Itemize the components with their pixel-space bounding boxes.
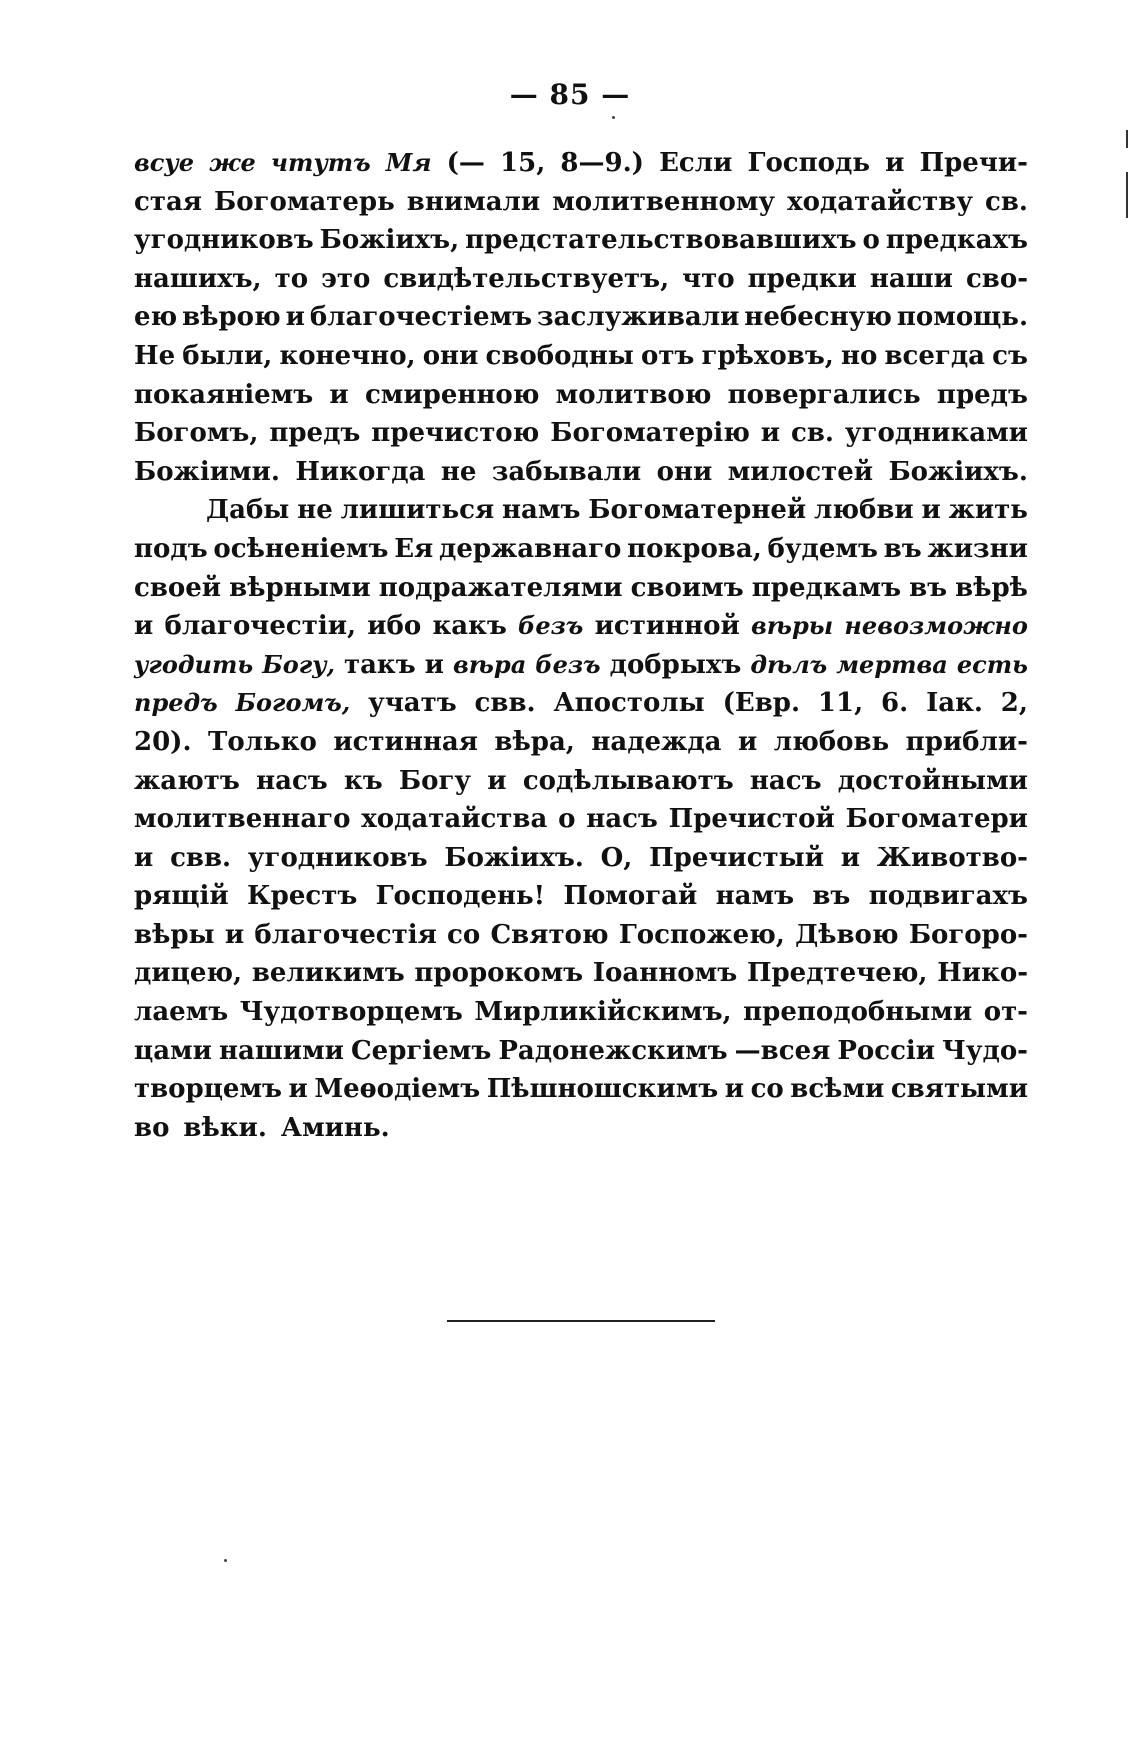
word: заслуживали [537,302,740,333]
word: не [297,495,333,526]
word: учатъ [368,688,457,719]
word: своимъ [630,572,744,603]
word: Апостолы [553,688,705,719]
word: и [487,765,507,796]
word: 2, [1000,688,1028,719]
word: и [424,649,444,680]
word: милостей [727,456,874,487]
word: добрыхъ [609,649,742,680]
word: лишиться [340,495,495,526]
word: и [329,379,349,410]
word: вѣры [751,611,834,641]
word: Меѳодіемъ [314,1074,481,1105]
word: вѣра, [494,726,575,757]
word: угодниковъ [134,225,314,256]
word: творцемъ [134,1074,282,1105]
word: ходатайства [361,804,548,835]
word: жаютъ [134,765,240,796]
word: Дабы [206,495,290,526]
word: дѣлъ [750,649,828,679]
text-line [134,800,1028,839]
word: ходатайству [787,186,974,217]
word: осѣненіемъ [213,533,389,564]
word: державнаго [439,533,622,564]
word: Не [134,340,176,371]
word: со [447,919,481,950]
word: что [682,263,735,294]
word: свв. [474,688,536,719]
word: своей [134,572,222,603]
word: отъ [640,340,695,371]
word: внимали [406,186,541,217]
word: Радонежскимъ [498,1035,728,1066]
word: Помогай [563,881,698,912]
page-number: — 85 — [509,78,631,111]
word: Животво- [876,842,1028,873]
margin-scan-mark [1126,172,1128,218]
word: благочестіи, [164,611,357,642]
word: —всея [734,1035,831,1066]
word: о [558,804,576,835]
word: Богоро- [908,919,1028,950]
word: Пречистый [649,842,824,873]
text-line [134,183,1028,222]
word: забывали [491,456,642,487]
word: Богоматерь [214,186,395,217]
word: вѣки. [183,1112,267,1143]
word: Богу, [262,649,335,679]
word: О, [600,842,633,873]
word: Мя [385,148,432,177]
word: Пречистой [668,804,835,835]
word: всѣми [790,1074,885,1105]
word: прибли- [905,726,1028,757]
word: Госпожею, [618,919,785,950]
word: сво- [965,263,1028,294]
word: Богоматерію [550,418,750,449]
word: помощь. [896,302,1028,333]
word: предъ [134,688,218,718]
word: и [724,1074,745,1105]
word: Ея [394,533,434,564]
word: вѣрѣ [955,572,1028,603]
text-line [134,684,1028,723]
word: и [224,919,245,950]
word: и [921,495,941,526]
word: Іак. [926,688,983,719]
word: рящій [134,881,229,912]
word: мертва [836,649,948,679]
word: святыми [890,1074,1028,1105]
word: всегда [884,340,985,371]
word: предъ [269,418,361,449]
word: грѣховъ, [701,340,834,371]
word: Іоанномъ [592,958,738,989]
word: въ [812,881,851,912]
word: дицею, [134,958,243,989]
word: св. [985,186,1028,217]
word: конечно, [279,340,416,371]
word: Предтечею, [746,958,928,989]
word: наши [869,263,953,294]
text-line [134,376,1028,415]
word: подражателями [378,572,623,603]
word: Мирликійскимъ, [474,997,732,1028]
word: угодить [134,649,254,679]
word: Россіи [837,1035,936,1066]
word: и [738,726,758,757]
body-text [134,144,1028,1147]
word: повергались [727,379,921,410]
word: но [840,340,878,371]
word: Чудотворцемъ [239,997,463,1028]
word: любви [814,495,914,526]
word: свв. [170,842,232,873]
text-line [134,1032,1028,1071]
word: молитвенному [552,186,776,217]
text-line [134,877,1028,916]
word: стая [134,186,202,217]
word: и [288,1074,308,1105]
word: преподобными [743,997,973,1028]
word: такъ [343,649,416,680]
word: Аминь. [280,1112,390,1143]
word: цами [134,1035,212,1066]
word: и [134,842,154,873]
word: подвигахъ [868,881,1028,912]
word: Святою [490,919,609,950]
word: покрова, [627,533,762,564]
word: от- [983,997,1028,1028]
word: Богу [398,765,472,796]
word: Божіими. [134,456,280,487]
word: безъ [535,649,601,679]
word: Никогда [295,456,426,487]
word: предкахъ [885,225,1028,256]
word: великимъ [251,958,405,989]
word: достойными [837,765,1028,796]
word: угодниками [844,418,1028,449]
word: Нико- [937,958,1028,989]
word: они [656,456,713,487]
text-line [134,762,1028,801]
word: намъ [715,881,795,912]
word: ею [134,302,178,333]
word: безъ [518,611,584,641]
word: (Евр. [722,688,800,719]
word: 15, [500,148,546,178]
text-line [134,221,1028,260]
word: Господь [747,148,870,178]
word: предъ [936,379,1028,410]
word: есть [956,649,1028,679]
word: молитвеннаго [134,804,351,835]
word: смиренною [364,379,540,410]
scan-speck [224,1559,227,1562]
word: Божіихъ. [444,842,584,873]
scan-speck [612,116,615,119]
word: и [760,418,781,449]
word: Божіихъ, [319,225,460,256]
word: со [750,1074,784,1105]
word: въ [909,572,948,603]
word: о [862,225,880,256]
word: ибо [367,611,422,642]
word: не [440,456,477,487]
word: благочестіемъ [309,302,533,333]
word: Богомъ, [235,688,351,718]
word: лаемъ [134,997,229,1028]
word: невозможно [844,611,1028,641]
word: молитвою [555,379,712,410]
word: свободны [485,340,634,371]
word: чтутъ [270,148,371,177]
word: надежда [591,726,722,757]
text-line [134,1070,1028,1109]
text-line [134,530,1028,569]
word: въ [883,533,922,564]
word: это [321,263,371,294]
word: небесную [744,302,892,333]
word: Только [208,726,317,757]
word: подъ [134,533,208,564]
text-line [134,298,1028,337]
end-separator-rule [447,1320,715,1322]
text-line [134,144,1028,183]
text-line [134,993,1028,1032]
word: во [134,1112,170,1143]
word: угодниковъ [247,842,428,873]
text-line [134,453,1028,492]
word: жить [948,495,1028,526]
word: 8—9.) [560,148,644,178]
word: какъ [432,611,507,642]
word: насъ [256,765,328,796]
word: были, [182,340,273,371]
word: Богомъ, [134,418,259,449]
text-line [134,414,1028,453]
word: покаяніемъ [134,379,314,410]
word: и [885,148,905,178]
word: истинной [594,611,740,642]
word: Господень! [375,881,546,912]
word: и [840,842,861,873]
word: съ [992,340,1028,371]
word: пророкомъ [414,958,584,989]
word: Богоматерней [588,495,807,526]
word: свидѣтельствуетъ, [383,263,670,294]
word: нашими [218,1035,344,1066]
word: Богоматери [845,804,1028,835]
word: то [274,263,309,294]
text-line [134,723,1028,762]
word: любовь [773,726,890,757]
text-line [134,916,1028,955]
text-line [134,1109,1028,1148]
word: предки [747,263,857,294]
text-line [134,646,1028,685]
word: и [134,611,154,642]
word: предстательствовавшихъ [465,225,857,256]
word: и [285,302,305,333]
word: намъ [502,495,581,526]
word: 11, [817,688,864,719]
text-line [134,954,1028,993]
word: нашихъ, [134,263,262,294]
text-line [134,839,1028,878]
text-line [134,337,1028,376]
word: всуе [134,148,194,177]
text-line [134,491,1028,530]
word: будемъ [767,533,878,564]
word: Крестъ [247,881,358,912]
word: Сергіемъ [350,1035,492,1066]
word: насъ [586,804,658,835]
word: предкамъ [751,572,902,603]
word: 6. [881,688,909,719]
word: насъ [749,765,822,796]
word: жизни [927,533,1028,564]
word: 20). [134,726,192,757]
text-line [134,260,1028,299]
word: св. [791,418,834,449]
word: вѣрными [229,572,371,603]
word: (— [446,148,485,178]
word: къ [343,765,383,796]
word: вѣра [452,649,527,679]
word: они [422,340,479,371]
word: Если [659,148,733,178]
word: Чудо- [942,1035,1028,1066]
word: благочестія [254,919,437,950]
word: вѣрою [182,302,281,333]
word: содѣлываютъ [522,765,734,796]
text-line [134,607,1028,646]
word: же [209,148,256,177]
word: истинная [333,726,478,757]
word: Божіихъ. [888,456,1028,487]
word: пречистою [371,418,540,449]
text-line [134,569,1028,608]
word: Пѣшношскимъ [486,1074,719,1105]
word: вѣры [134,919,215,950]
word: Пречи- [919,148,1028,178]
margin-scan-mark [1126,130,1128,148]
word: Дѣвою [795,919,899,950]
